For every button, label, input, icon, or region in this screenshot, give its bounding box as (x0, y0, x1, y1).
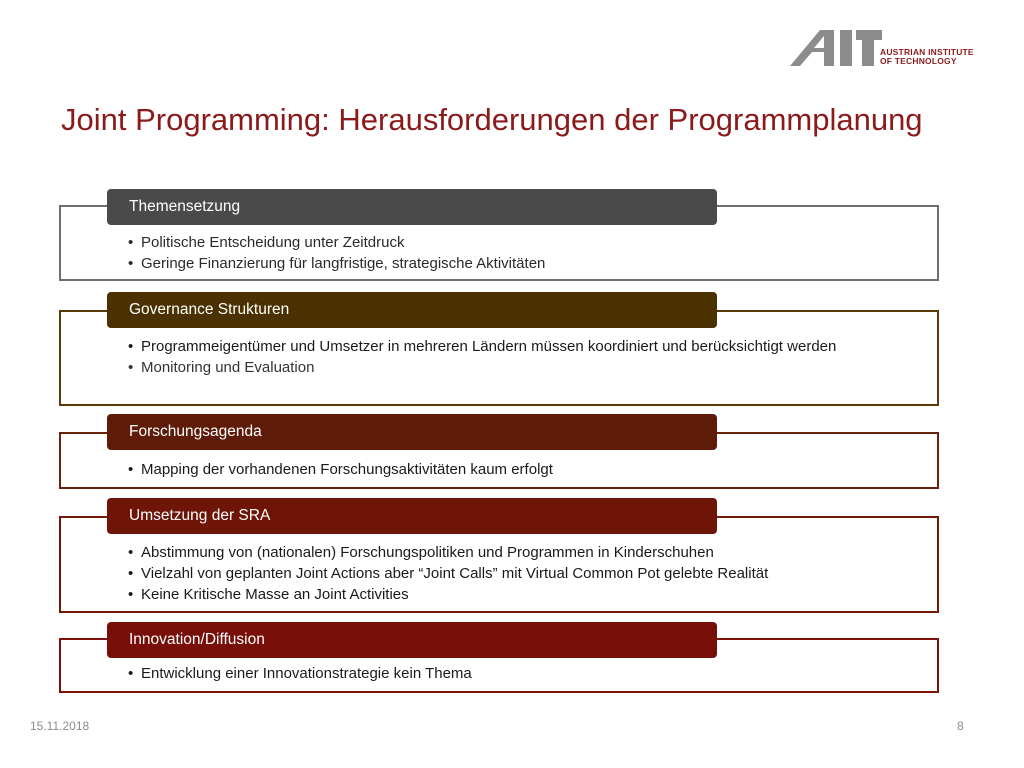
section-header-umsetzung: Umsetzung der SRA (107, 498, 717, 534)
section-box-left-edge (59, 516, 61, 613)
section-box-top-left (59, 205, 107, 207)
section-header-themensetzung: Themensetzung (107, 189, 717, 225)
footer-date: 15.11.2018 (30, 719, 90, 733)
list-item: • Geringe Finanzierung für langfristige, strategische Aktivitäten (128, 255, 545, 273)
page-number: 8 (957, 719, 964, 733)
section-box-left-edge (59, 310, 61, 406)
list-item: • Mapping der vorhandenen Forschungsaktivitäten kaum erfolgt (128, 461, 553, 479)
list-item: • Keine Kritische Masse an Joint Activities (128, 586, 768, 604)
section-box-left-edge (59, 432, 61, 489)
section-list-forschungsagenda (128, 461, 553, 479)
section-header-governance: Governance Strukturen (107, 292, 717, 328)
list-item: • Entwicklung einer Innovationstrategie kein Thema (128, 665, 472, 683)
list-item: • Programmeigentümer und Umsetzer in mehreren Ländern müssen koordiniert und berücksichtigt werden (128, 338, 901, 355)
section-box-left-edge (59, 638, 61, 693)
section-header-forschungsagenda: Forschungsagenda (107, 414, 717, 450)
logo-line-1: AUSTRIAN INSTITUTE (880, 47, 974, 57)
section-list-umsetzung (128, 544, 768, 604)
section-box-left-edge (59, 205, 61, 281)
section-list-governance (128, 338, 901, 377)
logo-line-2: OF TECHNOLOGY (880, 56, 957, 66)
list-item: • Vielzahl von geplanten Joint Actions aber “Joint Calls” mit Virtual Common Pot gelebte Realität (128, 565, 768, 583)
section-header-innovation: Innovation/Diffusion (107, 622, 717, 658)
list-item: • Abstimmung von (nationalen) Forschungspolitiken und Programmen in Kinderschuhen (128, 544, 768, 562)
page-title: Joint Programming: Herausforderungen der Programmplanung (61, 102, 923, 137)
section-list-themensetzung (128, 234, 545, 273)
list-item: • Politische Entscheidung unter Zeitdruck (128, 234, 545, 252)
section-list-innovation (128, 665, 472, 683)
list-item: • Monitoring und Evaluation (128, 359, 901, 377)
logo-wordmark (880, 48, 974, 66)
